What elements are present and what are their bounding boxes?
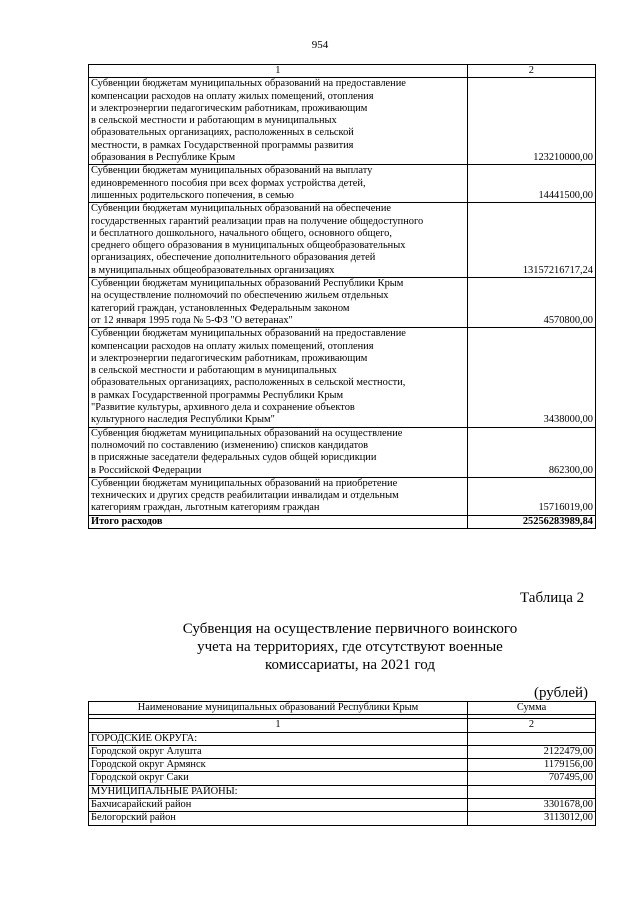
description-line: Субвенции бюджетам муниципальных образований Республики Крым — [91, 278, 404, 290]
table-row — [89, 165, 596, 203]
description-line: среднего общего образования в муниципальных общеобразовательных — [91, 240, 406, 252]
description-line: государственных гарантий реализации прав на получение общедоступного — [91, 215, 424, 227]
column-header-name: Наименование муниципальных образований Республики Крым — [89, 702, 468, 715]
table-row — [89, 799, 596, 812]
title-line: комиссариаты, на 2021 год — [264, 657, 435, 673]
description-line: и электроэнергии педагогическим работникам, проживающим — [91, 102, 368, 114]
municipality-amount — [468, 732, 596, 745]
description-line: Субвенции бюджетам муниципальных образований на предоставление — [91, 78, 406, 90]
municipality-amount: 1179156,00 — [468, 759, 596, 772]
description-line: культурного наследия Республики Крым" — [91, 414, 275, 426]
description-line: лишенных родительского попечения, в семью — [91, 189, 294, 201]
table-row — [89, 278, 596, 328]
subvention-amount: 14441500,00 — [467, 165, 595, 203]
description-line: местности, в рамках Государственной программы развития — [91, 139, 354, 151]
municipality-name: МУНИЦИПАЛЬНЫЕ РАЙОНЫ: — [89, 785, 468, 798]
table-row — [89, 759, 596, 772]
description-line: на осуществление полномочий по обеспечению жильем отдельных — [91, 290, 389, 302]
description-line: и электроэнергии педагогическим работникам, проживающим — [91, 352, 368, 364]
subventions-table — [88, 64, 596, 529]
municipality-name: ГОРОДСКИЕ ОКРУГА: — [89, 732, 468, 745]
column-index-2: 2 — [467, 65, 595, 78]
municipality-amount: 3113012,00 — [468, 812, 596, 825]
description-line: от 12 января 1995 года № 5-ФЗ "О ветеранах" — [91, 314, 293, 326]
subvention-description — [89, 427, 468, 477]
description-line: образовательных организациях, расположенных в сельской — [91, 127, 354, 139]
description-line: полномочий по составлению (изменению) списков кандидатов — [91, 439, 369, 451]
description-line: Субвенции бюджетам муниципальных образований на выплату — [91, 165, 373, 177]
subvention-amount: 862300,00 — [467, 427, 595, 477]
municipality-name: Бахчисарайский район — [89, 799, 468, 812]
total-row — [89, 515, 596, 528]
military-registration-table — [88, 701, 596, 826]
municipality-amount: 707495,00 — [468, 772, 596, 785]
municipality-name: Городской округ Саки — [89, 772, 468, 785]
subvention-amount: 4570800,00 — [467, 278, 595, 328]
page-number: 954 — [311, 39, 329, 51]
description-line: единовременного пособия при всех формах устройства детей, — [91, 177, 366, 189]
municipality-name: Городской округ Армянск — [89, 759, 468, 772]
municipality-name: Белогорский район — [89, 812, 468, 825]
total-label: Итого расходов — [89, 515, 468, 528]
subvention-amount: 13157216717,24 — [467, 203, 595, 278]
table-header-row — [89, 702, 596, 715]
description-line: категорий граждан, установленных Федеральным законом — [91, 302, 350, 314]
table-row — [89, 772, 596, 785]
description-line: Субвенции бюджетам муниципальных образований на приобретение — [91, 477, 398, 489]
description-line: организациях, обеспечение дополнительного образования детей — [91, 252, 376, 264]
description-line: компенсации расходов на оплату жилых помещений, отопления — [91, 340, 374, 352]
subvention-description — [89, 477, 468, 515]
description-line: в рамках Государственной программы Республики Крым — [91, 389, 344, 401]
municipality-name: Городской округ Алушта — [89, 745, 468, 758]
table-row — [89, 745, 596, 758]
municipality-amount: 3301678,00 — [468, 799, 596, 812]
subvention-amount: 123210000,00 — [467, 78, 595, 165]
description-line: и бесплатного дошкольного, начального общего, основного общего, — [91, 227, 392, 239]
subvention-description — [89, 78, 468, 165]
table-row — [89, 732, 596, 745]
table-header-row — [89, 65, 596, 78]
total-amount: 25256283989,84 — [467, 515, 595, 528]
currency-unit: (рублей) — [534, 685, 589, 701]
description-line: в Российской Федерации — [91, 464, 202, 476]
table-caption: Таблица 2 — [520, 590, 585, 606]
subvention-amount: 15716019,00 — [467, 477, 595, 515]
table-row — [89, 477, 596, 515]
table-row — [89, 203, 596, 278]
description-line: Субвенции бюджетам муниципальных образований на предоставление — [91, 328, 406, 340]
description-line: в сельской местности и работающим в муниципальных — [91, 115, 337, 127]
section-title — [110, 620, 590, 674]
description-line: в сельской местности и работающим в муниципальных — [91, 365, 337, 377]
description-line: образовательных организациях, расположенных в сельской местности, — [91, 377, 406, 389]
description-line: Субвенции бюджетам муниципальных образований на обеспечение — [91, 203, 392, 215]
subvention-description — [89, 328, 468, 427]
table-row — [89, 812, 596, 825]
column-index-row — [89, 719, 596, 732]
description-line: "Развитие культуры, архивного дела и сохранение объектов — [91, 402, 355, 414]
column-index-2: 2 — [468, 719, 596, 732]
column-index-1: 1 — [89, 65, 468, 78]
table-row — [89, 427, 596, 477]
subvention-description — [89, 278, 468, 328]
description-line: компенсации расходов на оплату жилых помещений, отопления — [91, 90, 374, 102]
column-header-amount: Сумма — [468, 702, 596, 715]
description-line: в муниципальных общеобразовательных организациях — [91, 264, 335, 276]
title-line: учета на территориях, где отсутствуют военные — [197, 639, 503, 655]
subvention-description — [89, 203, 468, 278]
description-line: технических и других средств реабилитации инвалидам и отдельным — [91, 490, 399, 502]
municipality-amount: 2122479,00 — [468, 745, 596, 758]
municipality-amount — [468, 785, 596, 798]
table-row — [89, 78, 596, 165]
description-line: образования в Республике Крым — [91, 152, 236, 164]
description-line: Субвенция бюджетам муниципальных образований на осуществление — [91, 427, 403, 439]
table-row — [89, 328, 596, 427]
subvention-amount: 3438000,00 — [467, 328, 595, 427]
table-row — [89, 785, 596, 798]
column-index-1: 1 — [89, 719, 468, 732]
title-line: Субвенция на осуществление первичного воинского — [182, 621, 518, 637]
description-line: категориям граждан, льготным категориям граждан — [91, 502, 320, 514]
description-line: в присяжные заседатели федеральных судов общей юрисдикции — [91, 452, 377, 464]
subvention-description — [89, 165, 468, 203]
